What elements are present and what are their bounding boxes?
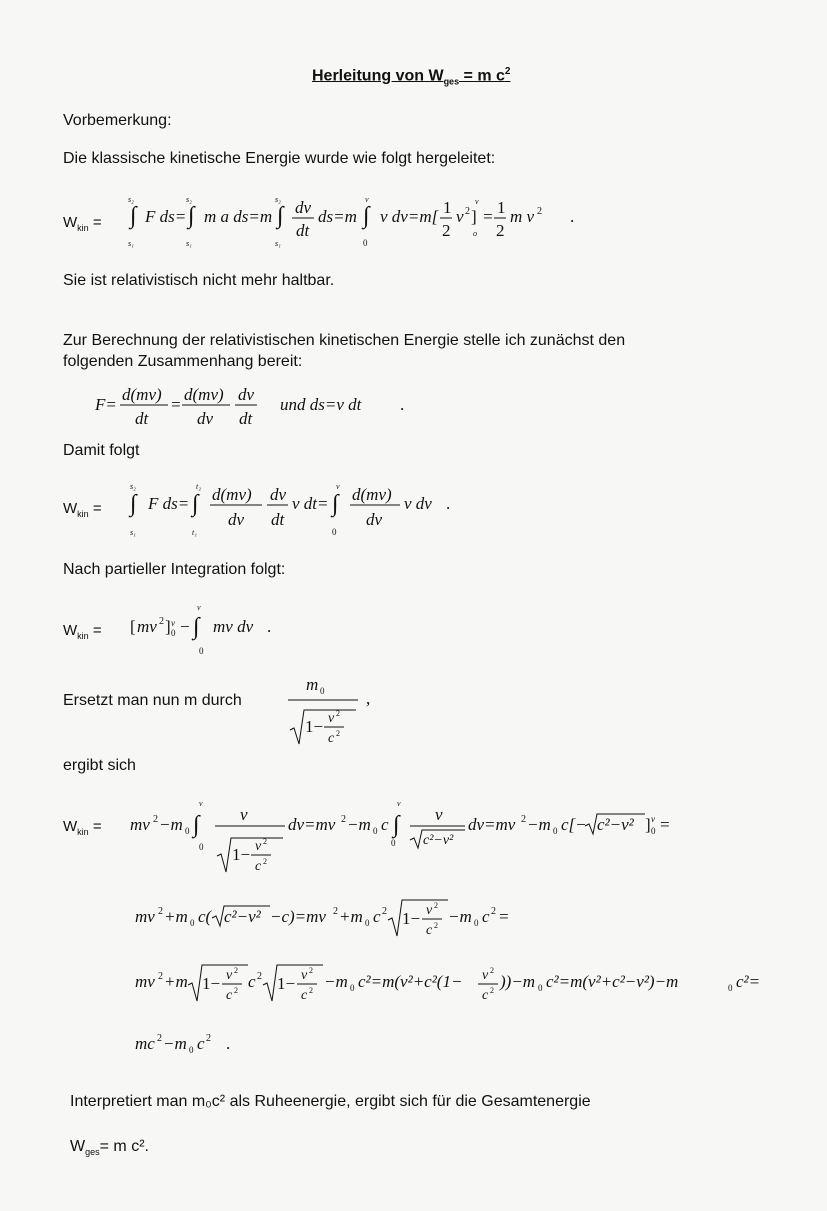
svg-text:d(mv): d(mv) xyxy=(352,485,392,504)
svg-text:v: v xyxy=(365,195,369,204)
svg-text:c²−v²: c²−v² xyxy=(597,815,634,834)
svg-text:s₁: s₁ xyxy=(128,239,134,248)
svg-text:2: 2 xyxy=(263,837,267,846)
svg-text:2: 2 xyxy=(263,857,267,866)
svg-text:0: 0 xyxy=(199,646,204,656)
svg-text:m: m xyxy=(306,675,319,694)
svg-text:))−m: ))−m xyxy=(500,972,536,991)
svg-text:dv=mv: dv=mv xyxy=(288,815,336,834)
svg-text:0: 0 xyxy=(553,826,558,836)
svg-text:−c)=mv: −c)=mv xyxy=(270,907,326,926)
svg-text:1−: 1− xyxy=(305,717,324,736)
equation-6 xyxy=(130,890,550,950)
svg-text:s₂: s₂ xyxy=(128,195,134,204)
svg-text:2: 2 xyxy=(382,906,387,917)
svg-text:−m: −m xyxy=(324,972,348,991)
svg-text:dt: dt xyxy=(271,510,285,529)
svg-text:−: − xyxy=(179,617,191,636)
zur-berechnung-line-2: folgenden Zusammenhang bereit: xyxy=(63,353,303,370)
interpretiert-text: Interpretiert man m₀c² als Ruheenergie, ergibt sich für die Gesamtenergie xyxy=(70,1093,591,1110)
svg-text:c: c xyxy=(197,1034,205,1053)
svg-text:∫: ∫ xyxy=(193,614,200,640)
wkin-label-3 xyxy=(63,622,102,641)
eq: = xyxy=(88,818,102,835)
svg-text:−m: −m xyxy=(347,815,371,834)
svg-text:2: 2 xyxy=(206,1033,211,1044)
svg-text:mv dv: mv dv xyxy=(213,617,254,636)
svg-text:0: 0 xyxy=(538,983,543,993)
svg-text:F=: F= xyxy=(95,395,117,414)
sub: kin xyxy=(77,509,89,519)
svg-text:.: . xyxy=(446,494,451,513)
svg-text:v: v xyxy=(199,799,203,808)
equation-7 xyxy=(130,955,770,1017)
svg-text:0: 0 xyxy=(171,628,176,638)
svg-text:s₂: s₂ xyxy=(130,482,136,491)
svg-text:2: 2 xyxy=(257,971,262,982)
m-substitution-formula xyxy=(284,672,394,752)
svg-text:c²−v²: c²−v² xyxy=(224,907,261,926)
svg-text:2: 2 xyxy=(153,814,158,825)
svg-text:v: v xyxy=(475,197,479,206)
svg-text:v: v xyxy=(456,207,464,226)
svg-text:v: v xyxy=(328,711,335,726)
svg-text:o: o xyxy=(473,229,477,238)
svg-text:c: c xyxy=(255,859,262,874)
title-main: Herleitung von W xyxy=(312,67,444,85)
svg-text:2: 2 xyxy=(434,901,438,910)
sub: ges xyxy=(85,1147,100,1158)
svg-text:v: v xyxy=(197,603,201,612)
equation-5 xyxy=(125,790,695,880)
svg-text:c²−v²: c²−v² xyxy=(423,833,454,848)
svg-text:0: 0 xyxy=(651,826,656,836)
nicht-haltbar-text: Sie ist relativistisch nicht mehr haltbar. xyxy=(63,272,335,289)
svg-text:dv: dv xyxy=(295,198,312,217)
svg-text:0: 0 xyxy=(350,983,355,993)
svg-text:d(mv): d(mv) xyxy=(184,385,224,404)
svg-text:2: 2 xyxy=(336,729,340,738)
svg-text:1−: 1− xyxy=(277,974,296,993)
svg-text:2: 2 xyxy=(496,221,505,240)
vorbemerkung: Vorbemerkung: xyxy=(63,112,172,129)
svg-text:c: c xyxy=(482,988,489,1003)
svg-text:ds=m: ds=m xyxy=(318,207,357,226)
svg-text:v dv: v dv xyxy=(404,494,432,513)
svg-text:0: 0 xyxy=(332,527,337,537)
svg-text:−m: −m xyxy=(163,1034,187,1053)
svg-text:c(: c( xyxy=(198,907,212,926)
svg-text:d(mv): d(mv) xyxy=(212,485,252,504)
klassisch-text: Die klassische kinetische Energie wurde wie folgt hergeleitet: xyxy=(63,150,496,167)
svg-text:=: = xyxy=(659,815,671,834)
equation-1 xyxy=(120,190,590,250)
svg-text:2: 2 xyxy=(309,966,313,975)
svg-text:1: 1 xyxy=(443,198,452,217)
eq: = xyxy=(88,500,102,517)
eq: = xyxy=(88,214,102,231)
svg-text:mv: mv xyxy=(135,972,155,991)
equation-3 xyxy=(120,475,470,539)
svg-text:1−: 1− xyxy=(402,909,421,928)
svg-text:v: v xyxy=(171,618,175,628)
eq: = xyxy=(88,622,102,639)
svg-text:2: 2 xyxy=(157,1033,162,1044)
svg-text:−m: −m xyxy=(159,815,183,834)
svg-text:+m: +m xyxy=(164,972,188,991)
svg-text:.: . xyxy=(267,617,272,636)
svg-text:1−: 1− xyxy=(202,974,221,993)
svg-text:s₁: s₁ xyxy=(186,239,192,248)
svg-text:2: 2 xyxy=(521,814,526,825)
svg-text:∫: ∫ xyxy=(130,491,137,517)
svg-text:0: 0 xyxy=(391,838,396,848)
svg-text:c: c xyxy=(426,923,433,938)
svg-text:=: = xyxy=(170,395,182,414)
svg-text:mv: mv xyxy=(135,907,155,926)
svg-text:+m: +m xyxy=(164,907,188,926)
svg-text:2: 2 xyxy=(333,906,338,917)
svg-text:dv: dv xyxy=(238,385,255,404)
svg-text:c²=m(v²+c²(1−: c²=m(v²+c²(1− xyxy=(358,972,463,991)
ersetzt-man-text: Ersetzt man nun m durch xyxy=(63,692,242,709)
wkin-label-1 xyxy=(63,214,102,233)
svg-text:mv: mv xyxy=(137,617,157,636)
svg-text:t₂: t₂ xyxy=(196,482,202,491)
svg-text:d(mv): d(mv) xyxy=(122,385,162,404)
svg-text:−m: −m xyxy=(448,907,472,926)
svg-text:und ds=v dt: und ds=v dt xyxy=(280,395,362,414)
svg-text:v: v xyxy=(255,839,262,854)
page-title xyxy=(312,66,510,87)
svg-text:2: 2 xyxy=(336,709,340,718)
svg-text:mv: mv xyxy=(130,815,150,834)
svg-text:2: 2 xyxy=(434,921,438,930)
svg-text:F ds=: F ds= xyxy=(148,494,190,513)
svg-text:1−: 1− xyxy=(232,845,251,864)
w: W xyxy=(63,622,78,639)
svg-text:c: c xyxy=(381,815,389,834)
svg-text:F ds=: F ds= xyxy=(145,207,187,226)
w: W xyxy=(63,818,78,835)
svg-text:v: v xyxy=(301,968,308,983)
svg-text:2: 2 xyxy=(341,814,346,825)
svg-text:0: 0 xyxy=(365,918,370,928)
svg-text:dt: dt xyxy=(239,409,253,428)
svg-text:mc: mc xyxy=(135,1034,155,1053)
svg-text:c²=: c²= xyxy=(736,972,761,991)
svg-text:.: . xyxy=(400,395,405,414)
svg-text:c: c xyxy=(373,907,381,926)
svg-text:0: 0 xyxy=(199,842,204,852)
title-sub: ges xyxy=(443,76,460,87)
damit-folgt-text: Damit folgt xyxy=(63,442,140,459)
svg-text:dv: dv xyxy=(366,510,383,529)
svg-text:2: 2 xyxy=(158,971,163,982)
svg-text:∫: ∫ xyxy=(188,203,195,229)
zur-berechnung-line-1: Zur Berechnung der relativistischen kinetischen Energie stelle ich zunächst den xyxy=(63,332,626,349)
svg-text:∫: ∫ xyxy=(130,203,137,229)
rest: = m c². xyxy=(99,1138,149,1155)
svg-text:dv: dv xyxy=(197,409,214,428)
ergibt-sich-text: ergibt sich xyxy=(63,757,136,774)
svg-text:0: 0 xyxy=(373,826,378,836)
svg-text:=: = xyxy=(482,207,494,226)
svg-text:∫: ∫ xyxy=(193,812,200,838)
svg-text:v: v xyxy=(397,799,401,808)
w: W xyxy=(63,214,78,231)
equation-8 xyxy=(130,1027,260,1057)
sub: kin xyxy=(77,223,89,233)
svg-text:0: 0 xyxy=(189,1045,194,1055)
svg-text:v: v xyxy=(226,968,233,983)
sub: kin xyxy=(77,827,89,837)
svg-text:.: . xyxy=(226,1034,231,1053)
w: W xyxy=(63,500,78,517)
svg-text:c: c xyxy=(301,988,308,1003)
sub: kin xyxy=(77,631,89,641)
svg-text:0: 0 xyxy=(474,918,479,928)
svg-text:c: c xyxy=(482,907,490,926)
svg-text:0: 0 xyxy=(185,826,190,836)
svg-text:0: 0 xyxy=(728,983,733,993)
svg-text:v: v xyxy=(435,805,443,824)
svg-text:−m: −m xyxy=(527,815,551,834)
svg-text:0: 0 xyxy=(363,238,368,248)
svg-text:c: c xyxy=(328,731,335,746)
svg-text:=: = xyxy=(498,907,510,926)
svg-text:2: 2 xyxy=(309,986,313,995)
svg-text:2: 2 xyxy=(537,206,542,217)
svg-text:2: 2 xyxy=(158,906,163,917)
svg-text:v dv=m[: v dv=m[ xyxy=(380,207,439,226)
svg-text:]: ] xyxy=(645,815,651,834)
svg-text:∫: ∫ xyxy=(332,491,339,517)
svg-text:∫: ∫ xyxy=(393,812,400,838)
svg-text:2: 2 xyxy=(490,966,494,975)
svg-text:c: c xyxy=(226,988,233,1003)
equation-2 xyxy=(90,380,430,432)
svg-text:c: c xyxy=(248,972,256,991)
wges-final xyxy=(70,1138,149,1157)
svg-text:2: 2 xyxy=(491,906,496,917)
svg-text:c[−: c[− xyxy=(561,815,587,834)
svg-text:dv=mv: dv=mv xyxy=(468,815,516,834)
svg-text:0: 0 xyxy=(320,686,325,696)
svg-text:]: ] xyxy=(165,617,171,636)
svg-text:∫: ∫ xyxy=(363,203,370,229)
svg-text:v: v xyxy=(482,968,489,983)
svg-text:2: 2 xyxy=(234,986,238,995)
svg-text:v: v xyxy=(426,903,433,918)
equation-4 xyxy=(125,598,295,658)
svg-text:s₁: s₁ xyxy=(275,239,281,248)
svg-text:2: 2 xyxy=(490,986,494,995)
svg-text:∫: ∫ xyxy=(277,203,284,229)
svg-text:1: 1 xyxy=(497,198,506,217)
nach-partieller-text: Nach partieller Integration folgt: xyxy=(63,561,286,578)
svg-text:2: 2 xyxy=(465,206,470,217)
svg-text:]: ] xyxy=(471,207,477,226)
svg-text:0: 0 xyxy=(190,918,195,928)
svg-text:.: . xyxy=(570,207,575,226)
svg-text:c²=m(v²+c²−v²)−m: c²=m(v²+c²−v²)−m xyxy=(546,972,679,991)
svg-text:[: [ xyxy=(130,617,136,636)
svg-text:dv: dv xyxy=(228,510,245,529)
svg-text:,: , xyxy=(366,689,371,708)
svg-text:∫: ∫ xyxy=(192,491,199,517)
svg-text:dt: dt xyxy=(135,409,149,428)
w: W xyxy=(70,1138,86,1155)
svg-text:dv: dv xyxy=(270,485,287,504)
svg-text:v: v xyxy=(336,482,340,491)
svg-text:2: 2 xyxy=(159,616,164,627)
svg-text:2: 2 xyxy=(442,221,451,240)
wkin-label-2 xyxy=(63,500,102,519)
svg-text:s₂: s₂ xyxy=(275,195,281,204)
title-rest: = m c xyxy=(459,67,505,85)
svg-text:v: v xyxy=(651,814,655,824)
svg-text:v dt=: v dt= xyxy=(292,494,329,513)
svg-text:v: v xyxy=(240,805,248,824)
svg-text:2: 2 xyxy=(234,966,238,975)
svg-text:s₂: s₂ xyxy=(186,195,192,204)
svg-text:m a ds=m: m a ds=m xyxy=(204,207,273,226)
svg-text:m v: m v xyxy=(510,207,535,226)
title-sup: 2 xyxy=(504,66,511,77)
svg-text:dt: dt xyxy=(296,221,310,240)
wkin-label-4 xyxy=(63,818,102,837)
svg-text:t₁: t₁ xyxy=(192,528,198,537)
svg-text:s₁: s₁ xyxy=(130,528,136,537)
svg-text:+m: +m xyxy=(339,907,363,926)
